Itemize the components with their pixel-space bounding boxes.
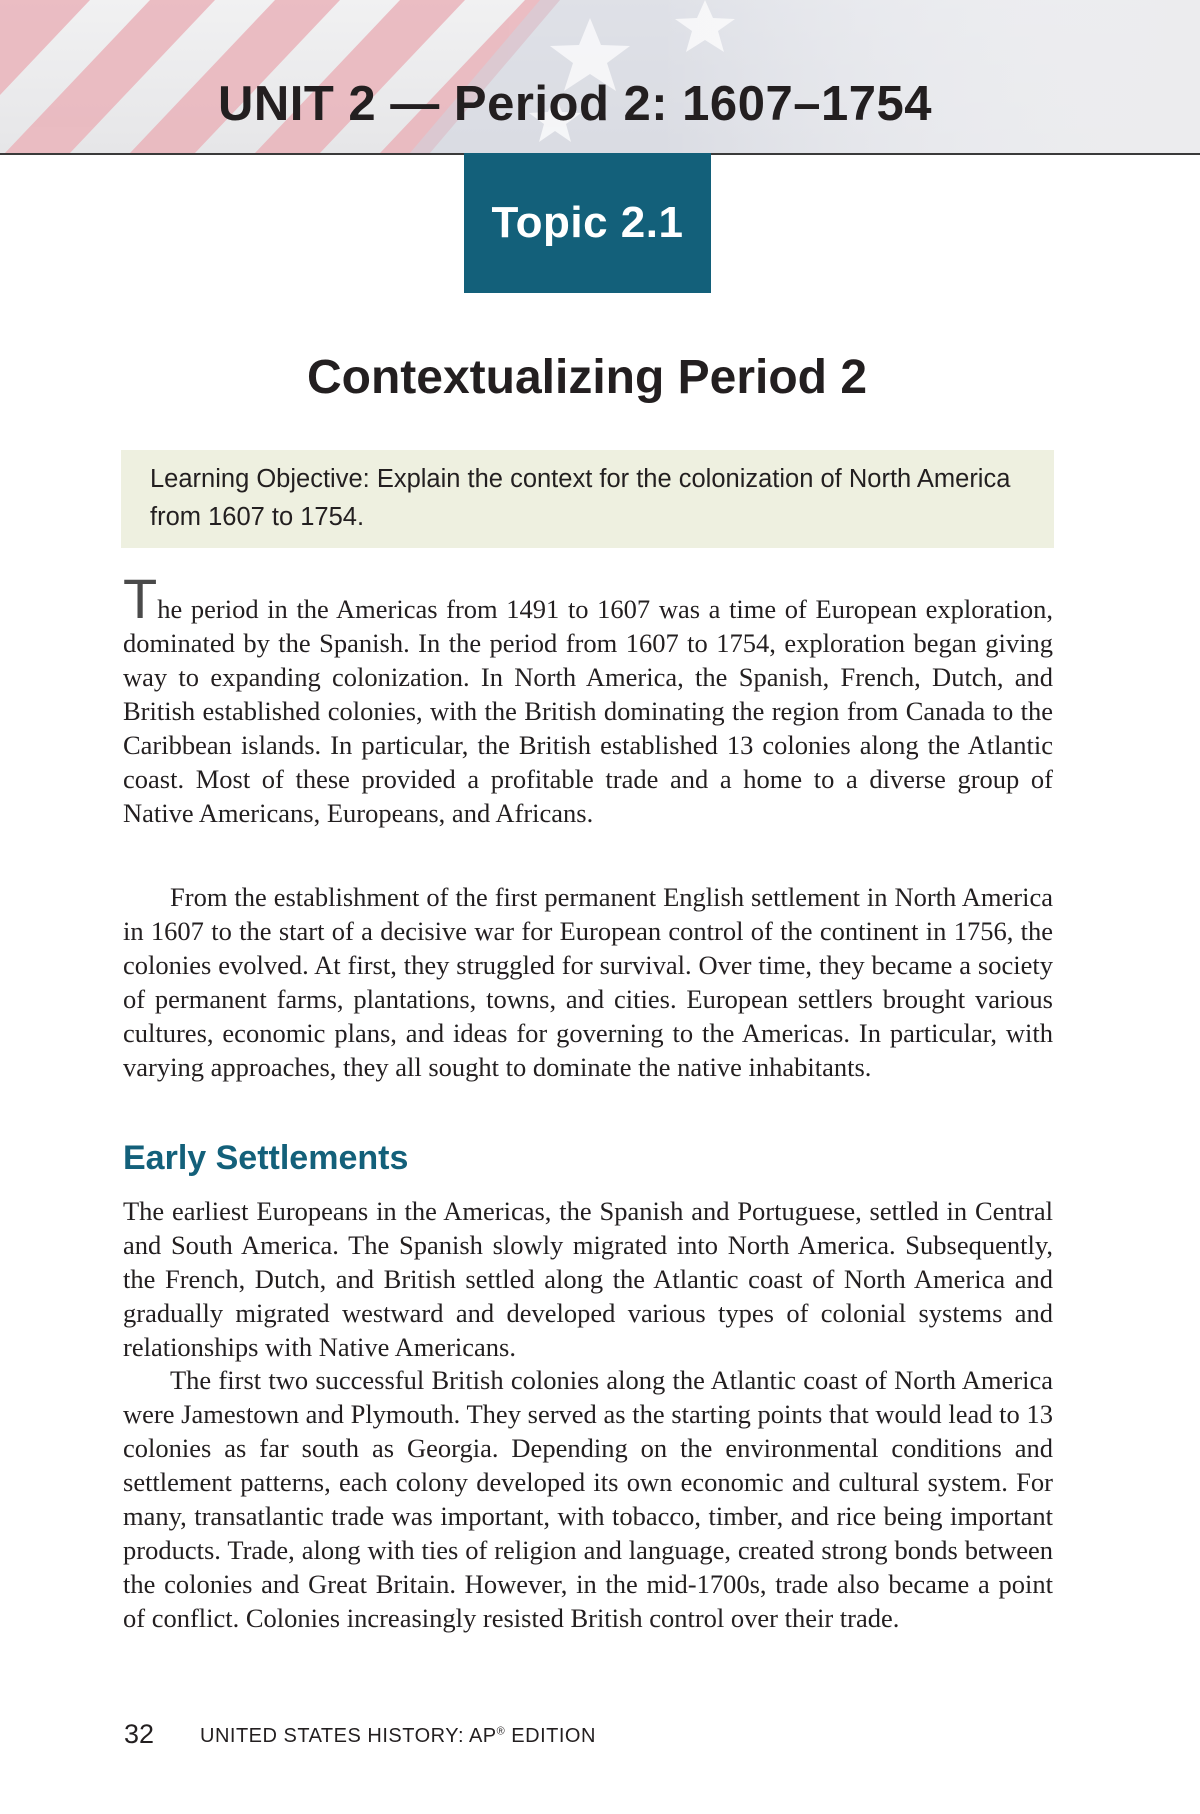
learning-objective-text: Explain the context for the colonization of North America from 1607 to 1754. <box>150 465 1011 531</box>
section-heading: Early Settlements <box>123 1139 409 1177</box>
registered-mark: ® <box>496 1725 506 1738</box>
drop-cap: T <box>123 567 158 630</box>
page-number: 32 <box>124 1719 155 1749</box>
topic-title: Contextualizing Period 2 <box>306 351 868 404</box>
header-banner <box>0 0 1200 155</box>
book-title: UNITED STATES HISTORY: AP <box>200 1725 497 1747</box>
body-paragraph-1 <box>123 567 1053 830</box>
running-footer <box>200 1725 596 1748</box>
body-paragraph-1-text: he period in the Americas from 1491 to 1607 was a time of European exploration, dominated by the Spanish. In the period from 1607 to 1754, exploration began giving way to expanding colonization. In North America, the Spanish, French, Dutch, and British established colonies, with the British dominating the region from Canada to the Caribbean islands. In particular, the British established 13 colonies along the Atlantic coast. Most of these provided a profitable trade and a home to a diverse group of Native Americans, Europeans, and Africans. <box>123 594 1053 828</box>
book-title-edition: EDITION <box>505 1725 596 1747</box>
body-paragraph-2: From the establishment of the first permanent English settlement in North America in 1607 to the start of a decisive war for European control of the continent in 1756, the colonies evolved. At first, they struggled for survival. Over time, they became a society of permanent farms, plantations, towns, and cities. European settlers brought various cultures, economic plans, and ideas for governing to the Americas. In particular, with varying approaches, they all sought to dominate the native inhabitants. <box>123 882 1053 1082</box>
learning-objective-label: Learning Objective: <box>150 465 370 493</box>
body-paragraph-3: The earliest Europeans in the Americas, the Spanish and Portuguese, settled in Central and South America. The Spanish slowly migrated into North America. Subsequently, the French, Dutch, and British settled along the Atlantic coast of North America and gradually migrated westward and developed various types of colonial systems and relationships with Native Americans. <box>123 1196 1053 1362</box>
topic-label: Topic 2.1 <box>491 198 684 247</box>
topic-tab <box>464 153 711 293</box>
unit-title: UNIT 2 — Period 2: 1607–1754 <box>218 77 932 131</box>
body-paragraph-4: The first two successful British colonies along the Atlantic coast of North America were Jamestown and Plymouth. They served as the starting points that would lead to 13 colonies as far south as Georgia. Depending on the environmental conditions and settlement patterns, each colony developed its own economic and cultural system. For many, transatlantic trade was important, with tobacco, timber, and rice being important products. Trade, along with ties of religion and language, created strong bonds between the colonies and Great Britain. However, in the mid-1700s, trade also became a point of conflict. Colonies increasingly resisted British control over their trade. <box>123 1365 1053 1633</box>
learning-objective-box <box>121 450 1054 548</box>
